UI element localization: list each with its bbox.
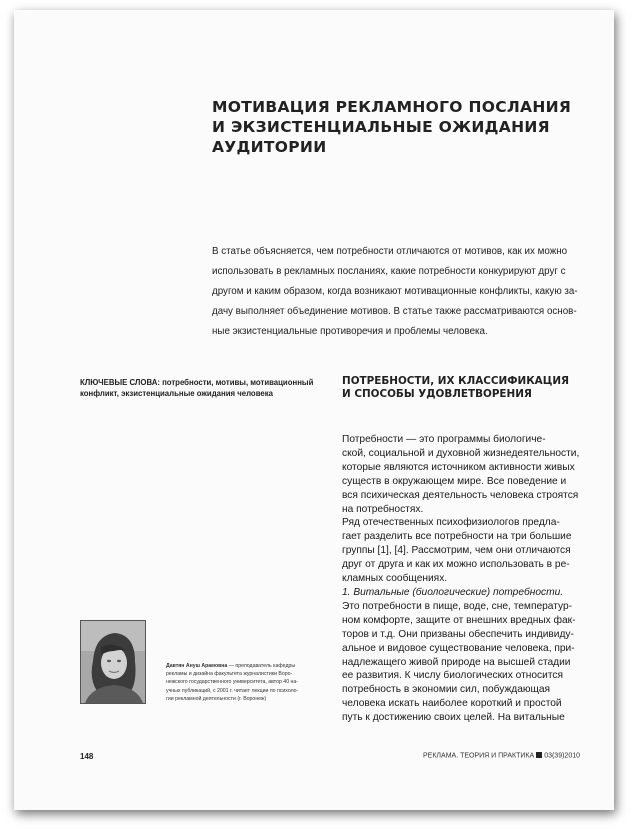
page-number: 148	[80, 752, 94, 761]
body-line: человека искать наиболее короткий и простой	[342, 698, 562, 710]
journal-page	[14, 10, 614, 810]
abstract-line: другом и каким образом, когда возникают мотивационные конфликты, какую за-	[212, 286, 578, 297]
body-line: существ в окружающем мире. Все поведение и	[342, 475, 567, 487]
keywords	[80, 377, 312, 399]
abstract	[212, 242, 594, 342]
body-line: потребность в экономии сил, побуждающая	[342, 684, 551, 696]
author-bio-line	[166, 662, 326, 670]
author-bio-text: — преподаватель кафедры	[227, 663, 296, 669]
body-line: кламных сообщениях.	[342, 573, 448, 585]
body-line: на потребностях.	[342, 503, 424, 515]
author-photo	[80, 620, 146, 704]
body-line: гает разделить все потребности на три большие	[342, 531, 572, 543]
body-text	[342, 433, 604, 725]
body-line: путь к достижению своих целей. На витальные	[342, 712, 565, 724]
abstract-line: дачу выполняет объединение мотивов. В статье также рассматриваются основ-	[212, 306, 577, 317]
body-line: которые являются источником активности живых	[342, 461, 575, 473]
author-bio-line: рекламы и дизайна факультета журналистики Воро-	[166, 671, 293, 678]
author-name: Давтян Ануш Арамовна	[166, 663, 228, 669]
title-line: АУДИТОРИИ	[212, 138, 327, 156]
section-heading-line: ПОТРЕБНОСТИ, ИХ КЛАССИФИКАЦИЯ	[342, 375, 570, 387]
author-portrait-icon	[81, 621, 145, 703]
body-line: вся психическая деятельность человека строятся	[342, 489, 579, 501]
keywords-line: КЛЮЧЕВЫЕ СЛОВА: потребности, мотивы, мотивационный	[80, 378, 314, 387]
title-line: И ЭКЗИСТЕНЦИАЛЬНЫЕ ОЖИДАНИЯ	[212, 118, 550, 136]
abstract-line: ные экзистенциальные противоречия и проблемы человека.	[212, 326, 488, 337]
body-line: альное и видовое существование человека, при-	[342, 642, 575, 654]
body-line: ном комфорте, защите от внешних вредных фак-	[342, 614, 576, 626]
section-heading-line: И СПОСОБЫ УДОВЛЕТВОРЕНИЯ	[342, 388, 532, 400]
keywords-line: конфликт, экзистенциальные ожидания человека	[80, 389, 273, 398]
body-line: ее развития. К числу биологических относится	[342, 670, 563, 682]
abstract-line: использовать в рекламных посланиях, какие потребности конкурируют друг с	[212, 266, 566, 277]
body-line: группы [1], [4]. Рассмотрим, чем они отличаются	[342, 545, 571, 557]
author-bio	[166, 662, 326, 703]
title-line: МОТИВАЦИЯ РЕКЛАМНОГО ПОСЛАНИЯ	[212, 98, 572, 116]
square-bullet-icon	[536, 752, 542, 758]
body-line: Потребности — это программы биологиче-	[342, 434, 546, 445]
body-line: друг от друга и как их можно использовать в ре-	[342, 559, 570, 571]
author-bio-line: учных публикаций, с 2001 г. читает лекции по психоло-	[166, 687, 299, 694]
article-title	[212, 97, 572, 157]
body-line: 1. Витальные (биологические) потребности.	[342, 586, 564, 598]
journal-issue: 03(39)2010	[544, 752, 580, 760]
body-line: Ряд отечественных психофизиологов предла-	[342, 517, 560, 529]
abstract-line: В статье объясняется, чем потребности отличаются от мотивов, как их можно	[212, 246, 568, 257]
section-heading	[342, 375, 602, 401]
body-line: торов и т.д. Они призваны обеспечить индивиду-	[342, 628, 574, 640]
body-line: ской, социальной и духовной жизнедеятельности,	[342, 447, 580, 459]
journal-footer	[423, 752, 580, 760]
body-line: надлежащего живой природе на высшей стадии	[342, 656, 571, 668]
journal-name: РЕКЛАМА. ТЕОРИЯ И ПРАКТИКА	[423, 752, 535, 760]
author-bio-line: нежского государственного университета, автор 40 на-	[166, 679, 298, 686]
body-line: Это потребности в пище, воде, сне, температур-	[342, 600, 573, 612]
author-bio-line: гии рекламной деятельности (г. Воронеж)	[166, 695, 267, 702]
